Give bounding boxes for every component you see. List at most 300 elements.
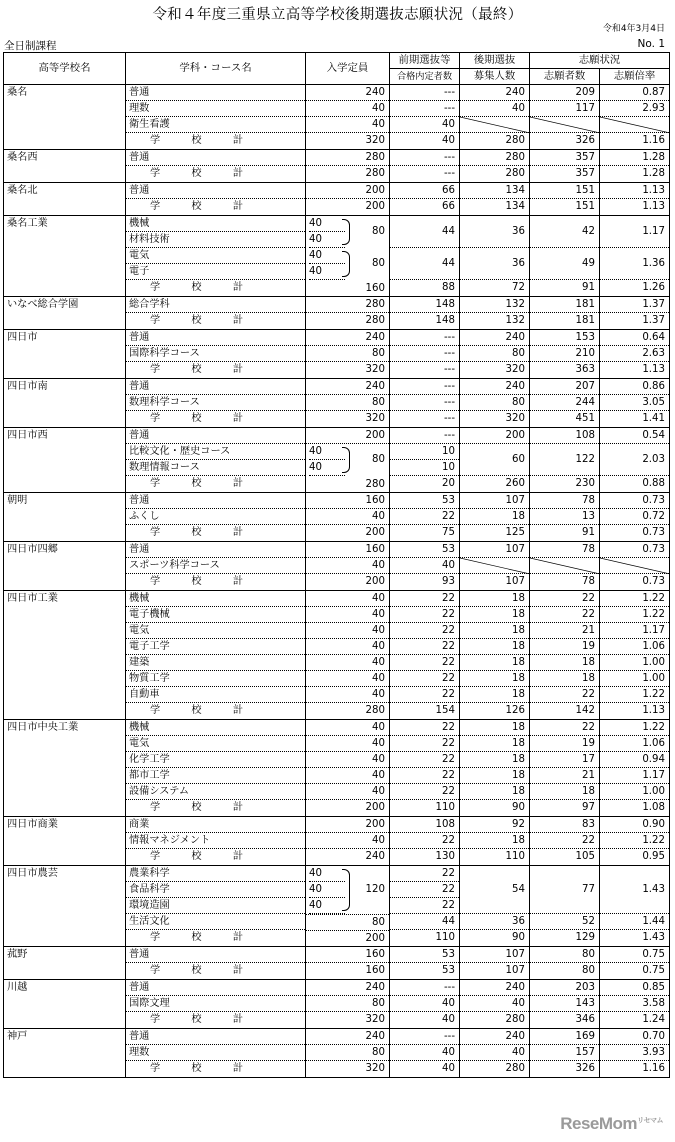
dept-line: 電子機械 <box>126 607 305 623</box>
value-c-line: 280 <box>306 297 389 313</box>
value-e-line: 22 <box>390 768 459 784</box>
value-r-line <box>600 558 669 574</box>
value-l-line: 18 <box>460 639 529 655</box>
sub-capacity: 40 <box>309 248 345 264</box>
school-name: いなべ総合学園 <box>4 297 126 330</box>
value-r-line: 0.73 <box>600 493 669 509</box>
dept-line: 国際科学コース <box>126 346 305 362</box>
dept-line: 電子 <box>126 264 305 280</box>
dept-line: 材料技術 <box>126 232 305 248</box>
value-r-line: 3.05 <box>600 395 669 411</box>
value-a-line <box>530 117 599 133</box>
value-l-line: 40 <box>460 101 529 117</box>
value-line: 36 <box>460 914 529 930</box>
total-capacity: 160 <box>365 283 385 294</box>
value-r-line: 1.00 <box>600 671 669 687</box>
value-e-line: 22 <box>390 639 459 655</box>
value-l-line: 18 <box>460 623 529 639</box>
value-l-line: 80 <box>460 346 529 362</box>
value-a-line: 83 <box>530 817 599 833</box>
group-value: 36 <box>460 248 529 280</box>
value-r-line: 0.72 <box>600 509 669 525</box>
group-value: 36 <box>460 216 529 248</box>
school-row-yokkaichinogei <box>4 866 670 947</box>
value-c-line: 240 <box>306 980 389 996</box>
value-a-line: 22 <box>530 720 599 736</box>
value-c-line: 160 <box>365 965 385 976</box>
value-e-line: --- <box>390 101 459 117</box>
school-row-yokkaichichuokogyo <box>4 720 670 817</box>
value-e-line: 22 <box>390 736 459 752</box>
dept-line: 学 校 計 <box>150 1014 258 1025</box>
value-l-line: 18 <box>460 833 529 849</box>
value-e-line: 40 <box>442 1063 455 1074</box>
value-r-line: 1.37 <box>642 315 665 326</box>
value-a-line: 203 <box>530 980 599 996</box>
value-l-line: 107 <box>505 965 525 976</box>
value-c-line: 240 <box>365 851 385 862</box>
value-a-line: 117 <box>530 101 599 117</box>
value-a-line: 13 <box>530 509 599 525</box>
sub-capacity: 40 <box>309 460 345 476</box>
value-r-line: 0.86 <box>600 379 669 395</box>
value-l-line: 90 <box>512 802 525 813</box>
value-e-line: 53 <box>442 965 455 976</box>
dept-line: 数理情報コース <box>126 460 305 476</box>
value-a-line: 22 <box>530 833 599 849</box>
bracket <box>342 869 350 911</box>
value-c-line: 200 <box>365 576 385 587</box>
sub-capacity: 40 <box>309 882 345 898</box>
value-e-line: 44 <box>390 914 459 930</box>
value-e-line: 40 <box>442 135 455 146</box>
dept-line: 衛生看護 <box>126 117 305 133</box>
group-value: 42 <box>530 216 599 248</box>
school-row-yokkaichiminami <box>4 379 670 428</box>
value-a-line: 22 <box>530 607 599 623</box>
value-a-line: 151 <box>530 183 599 199</box>
dept-line: ふくし <box>126 509 305 525</box>
header-late: 後期選抜 <box>460 53 530 69</box>
value-r-line: 1.22 <box>600 833 669 849</box>
value-l-line: 107 <box>460 493 529 509</box>
value-c-line: 200 <box>306 183 389 199</box>
value-l-line: 80 <box>460 395 529 411</box>
value-c-line: 40 <box>306 509 389 525</box>
value-l-line: 40 <box>460 1045 529 1061</box>
value-a-line: 22 <box>530 687 599 703</box>
school-row-yokkaichikogyo <box>4 591 670 720</box>
dept-line: 普通 <box>126 85 305 101</box>
no-value-slash <box>530 558 600 574</box>
value-r-line: 1.06 <box>600 639 669 655</box>
dept-line: 学 校 計 <box>150 168 258 179</box>
school-name: 四日市商業 <box>4 817 126 866</box>
value-e-line: 22 <box>390 752 459 768</box>
value-a-line: 19 <box>530 639 599 655</box>
dept-line: 普通 <box>126 542 305 558</box>
page-number: No. 1 <box>637 38 665 50</box>
no-value-slash <box>460 558 530 574</box>
value-l-line: 110 <box>505 851 525 862</box>
dept-line: 化学工学 <box>126 752 305 768</box>
value-r-line: 1.16 <box>642 1063 665 1074</box>
dept-line: 比較文化・歴史コース <box>126 444 305 460</box>
total-value: 88 <box>442 282 455 293</box>
school-name: 川越 <box>4 980 126 1029</box>
value-r-line: 0.75 <box>600 947 669 963</box>
school-name: 神戸 <box>4 1029 126 1078</box>
value-c-line: 200 <box>365 201 385 212</box>
value-a-line: 78 <box>582 576 595 587</box>
value-e-line: --- <box>443 364 455 375</box>
value-a-line: 153 <box>530 330 599 346</box>
group-value: 54 <box>460 866 529 914</box>
dept-line: 学 校 計 <box>150 315 258 326</box>
value-l-line: 280 <box>505 168 525 179</box>
sub-capacity: 40 <box>309 232 345 248</box>
value-r-line: 1.13 <box>642 364 665 375</box>
value-l-line: 18 <box>460 655 529 671</box>
value-r-line: 1.24 <box>642 1014 665 1025</box>
dept-line: 国際文理 <box>126 996 305 1012</box>
school-row-kambe <box>4 1029 670 1078</box>
dept-line: 学 校 計 <box>150 364 258 375</box>
value-c-line: 160 <box>306 493 389 509</box>
dept-line: 学 校 計 <box>150 965 258 976</box>
value-l-line: 280 <box>460 150 529 166</box>
dept-line: 普通 <box>126 428 305 444</box>
value-l-line: 18 <box>460 784 529 800</box>
value-a-line: 209 <box>530 85 599 101</box>
value-r-line: 1.08 <box>642 802 665 813</box>
value-l-line: 280 <box>505 1014 525 1025</box>
value-e-line: 66 <box>442 201 455 212</box>
report-date: 令和4年3月4日 <box>602 24 665 34</box>
value-r-line: 2.93 <box>600 101 669 117</box>
value-e-line: 22 <box>390 623 459 639</box>
value-a-line: 78 <box>530 542 599 558</box>
value-r-line: 1.22 <box>600 687 669 703</box>
value-a-line: 181 <box>575 315 595 326</box>
value-a-line: 17 <box>530 752 599 768</box>
value-c-line: 40 <box>306 752 389 768</box>
group-value: 44 <box>390 216 459 248</box>
value-e-line: 22 <box>390 655 459 671</box>
value-c-line: 320 <box>365 1014 385 1025</box>
sub-capacity: 40 <box>309 444 345 460</box>
value-c-line: 40 <box>306 768 389 784</box>
value-e-line: 108 <box>390 817 459 833</box>
header-early: 前期選抜等 <box>390 53 460 69</box>
value-c-line: 40 <box>306 591 389 607</box>
dept-line: 理数 <box>126 101 305 117</box>
value-c-line: 80 <box>306 1045 389 1061</box>
group-value: 1.36 <box>600 248 669 280</box>
dept-line: 物質工学 <box>126 671 305 687</box>
school-row-kuwana <box>4 85 670 150</box>
value-a-line: 21 <box>530 768 599 784</box>
value-line: 52 <box>530 914 599 930</box>
value-a-line: 143 <box>530 996 599 1012</box>
total-value: 230 <box>575 478 595 489</box>
group-value: 2.03 <box>600 444 669 476</box>
dept-line: 電気 <box>126 736 305 752</box>
dept-line: 普通 <box>126 1029 305 1045</box>
school-name: 桑名西 <box>4 150 126 183</box>
value-l-line: 240 <box>460 85 529 101</box>
school-row-yokkaichishogyo <box>4 817 670 866</box>
value-a-line: 19 <box>530 736 599 752</box>
value-a-line: 18 <box>530 784 599 800</box>
value-a-line: 18 <box>530 655 599 671</box>
school-name: 四日市四郷 <box>4 542 126 591</box>
school-row-kuwanakogyo <box>4 216 670 297</box>
value-l-line: 18 <box>460 509 529 525</box>
value-r-line: 0.73 <box>642 576 665 587</box>
value-r-line: 1.22 <box>600 607 669 623</box>
value-e-line: 22 <box>390 591 459 607</box>
value-c-line: 240 <box>306 379 389 395</box>
value-c-line: 280 <box>306 150 389 166</box>
value-r-line <box>600 117 669 133</box>
value-l-line: 18 <box>460 607 529 623</box>
dept-line: 電子工学 <box>126 639 305 655</box>
header-capacity: 入学定員 <box>306 53 390 85</box>
value-a-line: 363 <box>575 364 595 375</box>
header-dept: 学科・コース名 <box>126 53 306 85</box>
group-capacity: 80 <box>372 454 385 465</box>
value-c-line: 40 <box>306 655 389 671</box>
group-value: 77 <box>530 866 599 914</box>
capacity: 80 <box>306 914 389 931</box>
value-e-line: 40 <box>390 996 459 1012</box>
value-r-line: 0.87 <box>600 85 669 101</box>
school-name: 四日市西 <box>4 428 126 493</box>
school-name: 桑名 <box>4 85 126 150</box>
header-late-sub: 募集人数 <box>460 69 530 85</box>
value-r-line: 0.73 <box>600 542 669 558</box>
value-l-line: 134 <box>460 183 529 199</box>
dept-line: 学 校 計 <box>150 135 258 146</box>
value-r-line: 1.22 <box>600 591 669 607</box>
dept-line: 普通 <box>126 947 305 963</box>
school-row-yokkaichi <box>4 330 670 379</box>
value-e-line: 22 <box>390 671 459 687</box>
dept-line: 普通 <box>126 493 305 509</box>
dept-line: 建築 <box>126 655 305 671</box>
dept-line: 学 校 計 <box>150 705 258 716</box>
no-value-slash <box>530 117 600 133</box>
no-value-slash <box>600 558 670 574</box>
value-a-line: 97 <box>582 802 595 813</box>
dept-line: 学 校 計 <box>150 932 258 943</box>
group-capacity: 120 <box>365 884 385 895</box>
value-e-line: 22 <box>390 898 459 914</box>
value-e-line: 22 <box>390 784 459 800</box>
school-name: 菰野 <box>4 947 126 980</box>
value-a-line: 326 <box>575 135 595 146</box>
value-e-line: --- <box>390 1029 459 1045</box>
dept-line: 機械 <box>126 720 305 736</box>
dept-line: 生活文化 <box>126 914 305 930</box>
total-capacity: 280 <box>365 479 385 490</box>
course-label: 全日制課程 <box>4 40 57 52</box>
total-value: 90 <box>512 932 525 943</box>
dept-line: スポーツ科学コース <box>126 558 305 574</box>
group-value: 1.43 <box>600 866 669 914</box>
dept-line: 普通 <box>126 330 305 346</box>
bracket <box>342 251 350 277</box>
value-r-line: 1.37 <box>600 297 669 313</box>
value-a-line: 451 <box>575 413 595 424</box>
value-r-line: 0.95 <box>642 851 665 862</box>
value-c-line: 40 <box>306 671 389 687</box>
value-r-line: 2.63 <box>600 346 669 362</box>
school-name: 桑名工業 <box>4 216 126 297</box>
value-c-line: 280 <box>365 168 385 179</box>
value-l-line: 132 <box>505 315 525 326</box>
value-e-line: 53 <box>390 947 459 963</box>
value-line: 0.54 <box>600 428 669 444</box>
value-a-line: 210 <box>530 346 599 362</box>
value-l-line <box>460 558 529 574</box>
value-r-line: 1.13 <box>642 201 665 212</box>
school-row-komono <box>4 947 670 980</box>
group-capacity: 80 <box>372 258 385 269</box>
group-value: 122 <box>530 444 599 476</box>
dept-line: 学 校 計 <box>150 851 258 862</box>
value-r-line: 0.73 <box>642 527 665 538</box>
dept-line: 食品科学 <box>126 882 305 898</box>
sub-capacity: 40 <box>309 898 345 914</box>
value-l-line: 280 <box>505 135 525 146</box>
value-e-line: 110 <box>435 802 455 813</box>
value-l-line: 18 <box>460 720 529 736</box>
value-a-line: 91 <box>582 527 595 538</box>
value-r-line: 0.94 <box>600 752 669 768</box>
value-a-line: 157 <box>530 1045 599 1061</box>
value-r-line: 1.16 <box>642 135 665 146</box>
value-c-line: 200 <box>306 817 389 833</box>
total-value: 91 <box>582 282 595 293</box>
value-r-line: 1.28 <box>642 168 665 179</box>
value-l-line <box>460 117 529 133</box>
value-r-line: 1.13 <box>600 183 669 199</box>
value-r-line: 1.00 <box>600 784 669 800</box>
dept-line: 機械 <box>126 216 305 232</box>
value-l-line: 107 <box>505 576 525 587</box>
value-r-line: 3.58 <box>600 996 669 1012</box>
value-e-line: 53 <box>390 542 459 558</box>
value-e-line: --- <box>443 168 455 179</box>
no-value-slash <box>460 117 530 133</box>
value-l-line: 280 <box>505 1063 525 1074</box>
bracket <box>342 219 350 245</box>
dept-line: 機械 <box>126 591 305 607</box>
value-l-line: 134 <box>505 201 525 212</box>
value-c-line: 80 <box>306 346 389 362</box>
dept-line: 普通 <box>126 150 305 166</box>
sub-capacity: 40 <box>309 216 345 232</box>
value-r-line: 1.17 <box>600 768 669 784</box>
value-c-line: 160 <box>306 947 389 963</box>
value-c-line: 160 <box>306 542 389 558</box>
dept-line: 普通 <box>126 980 305 996</box>
dept-line: 自動車 <box>126 687 305 703</box>
value-c-line: 40 <box>306 607 389 623</box>
value-e-line: 40 <box>442 1014 455 1025</box>
value-r-line: 1.41 <box>642 413 665 424</box>
total-value: 260 <box>505 478 525 489</box>
value-c-line: 40 <box>306 833 389 849</box>
no-value-slash <box>600 117 670 133</box>
header-applicants: 志願者数 <box>530 69 600 85</box>
sub-capacity: 40 <box>309 866 345 882</box>
value-l-line: 132 <box>460 297 529 313</box>
school-name: 桑名北 <box>4 183 126 216</box>
dept-line: 学 校 計 <box>150 478 258 489</box>
value-c-line: 40 <box>306 558 389 574</box>
school-row-yokkaichinishi <box>4 428 670 493</box>
value-a-line: 18 <box>530 671 599 687</box>
dept-line: 環境造園 <box>126 898 305 914</box>
value-c-line: 40 <box>306 720 389 736</box>
group-capacity: 80 <box>372 226 385 237</box>
value-l-line: 40 <box>460 996 529 1012</box>
value-e-line: 130 <box>435 851 455 862</box>
value-l-line: 125 <box>505 527 525 538</box>
group-value: 60 <box>460 444 529 476</box>
value-l-line: 18 <box>460 752 529 768</box>
value-a-line: 142 <box>575 705 595 716</box>
dept-line: 普通 <box>126 183 305 199</box>
value-c-line: 320 <box>365 413 385 424</box>
value-c-line: 40 <box>306 623 389 639</box>
value-a-line: 151 <box>575 201 595 212</box>
value-c-line: 80 <box>306 395 389 411</box>
value-e-line: 22 <box>390 607 459 623</box>
dept-line: 学 校 計 <box>150 576 258 587</box>
value-c-line: 40 <box>306 639 389 655</box>
total-value: 72 <box>512 282 525 293</box>
value-r-line: 0.90 <box>600 817 669 833</box>
value-e-line: --- <box>390 980 459 996</box>
school-name: 四日市農芸 <box>4 866 126 947</box>
value-a-line: 207 <box>530 379 599 395</box>
value-r-line: 1.13 <box>642 705 665 716</box>
value-l-line: 18 <box>460 736 529 752</box>
value-e-line: --- <box>390 85 459 101</box>
total-value: 0.88 <box>642 478 665 489</box>
value-r-line: 0.85 <box>600 980 669 996</box>
value-r-line: 0.64 <box>600 330 669 346</box>
value-a-line: 80 <box>582 965 595 976</box>
value-e-line: 154 <box>435 705 455 716</box>
value-e-line: 10 <box>390 460 459 476</box>
value-a-line: 326 <box>575 1063 595 1074</box>
value-c-line: 80 <box>306 996 389 1012</box>
value-a-line: 78 <box>530 493 599 509</box>
dept-line: 学 校 計 <box>150 1063 258 1074</box>
header-early-sub: 合格内定者数 <box>390 69 460 85</box>
value-e-line: --- <box>390 428 459 444</box>
dept-line: 設備システム <box>126 784 305 800</box>
value-l-line: 240 <box>460 379 529 395</box>
value-a-line <box>530 558 599 574</box>
school-row-asake <box>4 493 670 542</box>
value-c-line: 40 <box>306 784 389 800</box>
